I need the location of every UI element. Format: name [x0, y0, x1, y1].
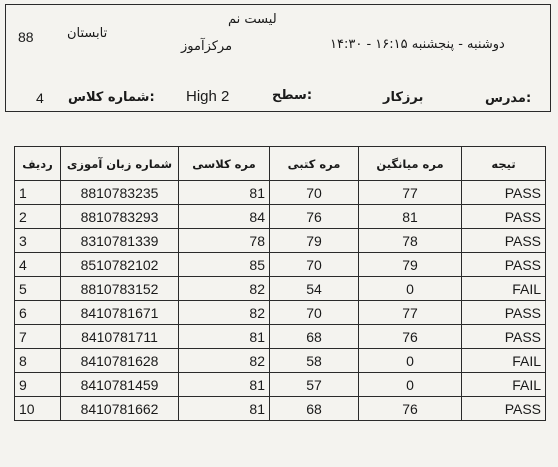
cell-index: 6 — [15, 301, 61, 325]
cell-written-score: 57 — [270, 373, 359, 397]
col-header-student-id: شماره زبان آموزی — [61, 147, 179, 181]
cell-written-score: 76 — [270, 205, 359, 229]
table-row — [15, 181, 546, 205]
cell-index: 10 — [15, 397, 61, 421]
cell-result: PASS — [462, 205, 546, 229]
level-label: سطح: — [272, 88, 313, 103]
cell-average: 76 — [359, 397, 462, 421]
cell-class-score: 82 — [179, 277, 270, 301]
cell-class-score: 81 — [179, 325, 270, 349]
term-label: تابستان — [67, 26, 108, 41]
cell-class-score: 81 — [179, 373, 270, 397]
table-row — [15, 397, 546, 421]
table-row — [15, 349, 546, 373]
cell-average: 81 — [359, 205, 462, 229]
term-code: 88 — [18, 29, 34, 45]
class-number: 4 — [36, 90, 44, 106]
cell-index: 4 — [15, 253, 61, 277]
cell-student-id: 8410781671 — [61, 301, 179, 325]
level-value: High 2 — [186, 88, 230, 105]
cell-student-id: 8410781711 — [61, 325, 179, 349]
table-row — [15, 253, 546, 277]
cell-class-score: 84 — [179, 205, 270, 229]
cell-index: 1 — [15, 181, 61, 205]
cell-index: 9 — [15, 373, 61, 397]
cell-student-id: 8510782102 — [61, 253, 179, 277]
table-header-row — [15, 147, 546, 181]
cell-written-score: 68 — [270, 325, 359, 349]
cell-index: 8 — [15, 349, 61, 373]
table-row — [15, 205, 546, 229]
teacher-name: برزکار — [383, 90, 424, 105]
center-name: مرکزآموز — [181, 39, 233, 54]
class-number-label: شماره کلاس: — [68, 90, 155, 105]
cell-index: 5 — [15, 277, 61, 301]
cell-student-id: 8410781459 — [61, 373, 179, 397]
cell-written-score: 70 — [270, 253, 359, 277]
cell-index: 3 — [15, 229, 61, 253]
teacher-label: مدرس: — [485, 91, 532, 106]
cell-result: PASS — [462, 253, 546, 277]
cell-average: 0 — [359, 277, 462, 301]
cell-written-score: 68 — [270, 397, 359, 421]
cell-class-score: 82 — [179, 349, 270, 373]
cell-result: PASS — [462, 325, 546, 349]
cell-written-score: 79 — [270, 229, 359, 253]
cell-class-score: 85 — [179, 253, 270, 277]
col-header-class-score: مره کلاسی — [179, 147, 270, 181]
cell-written-score: 54 — [270, 277, 359, 301]
col-header-average: مره میانگین — [359, 147, 462, 181]
cell-average: 0 — [359, 349, 462, 373]
cell-student-id: 8810783152 — [61, 277, 179, 301]
cell-average: 77 — [359, 301, 462, 325]
cell-average: 78 — [359, 229, 462, 253]
cell-class-score: 78 — [179, 229, 270, 253]
col-header-written-score: مره کتبی — [270, 147, 359, 181]
cell-written-score: 70 — [270, 181, 359, 205]
cell-written-score: 70 — [270, 301, 359, 325]
cell-written-score: 58 — [270, 349, 359, 373]
col-header-index: ردیف — [15, 147, 61, 181]
cell-class-score: 82 — [179, 301, 270, 325]
table-row — [15, 301, 546, 325]
cell-student-id: 8810783293 — [61, 205, 179, 229]
cell-result: PASS — [462, 301, 546, 325]
schedule: دوشنبه - پنجشنبه ۱۶:۱۵ - ۱۴:۳۰ — [330, 37, 505, 52]
table-row — [15, 325, 546, 349]
cell-average: 79 — [359, 253, 462, 277]
cell-index: 2 — [15, 205, 61, 229]
cell-student-id: 8410781628 — [61, 349, 179, 373]
cell-student-id: 8310781339 — [61, 229, 179, 253]
cell-student-id: 8410781662 — [61, 397, 179, 421]
cell-class-score: 81 — [179, 397, 270, 421]
cell-average: 0 — [359, 373, 462, 397]
table-row — [15, 373, 546, 397]
col-header-result: تیجه — [462, 147, 546, 181]
cell-result: FAIL — [462, 373, 546, 397]
cell-result: FAIL — [462, 277, 546, 301]
table-row — [15, 229, 546, 253]
page-title: لیست نم — [228, 12, 277, 27]
cell-average: 76 — [359, 325, 462, 349]
table-row — [15, 277, 546, 301]
cell-average: 77 — [359, 181, 462, 205]
cell-result: PASS — [462, 229, 546, 253]
cell-result: FAIL — [462, 349, 546, 373]
grades-table — [14, 146, 546, 421]
cell-class-score: 81 — [179, 181, 270, 205]
cell-result: PASS — [462, 397, 546, 421]
cell-student-id: 8810783235 — [61, 181, 179, 205]
cell-index: 7 — [15, 325, 61, 349]
cell-result: PASS — [462, 181, 546, 205]
